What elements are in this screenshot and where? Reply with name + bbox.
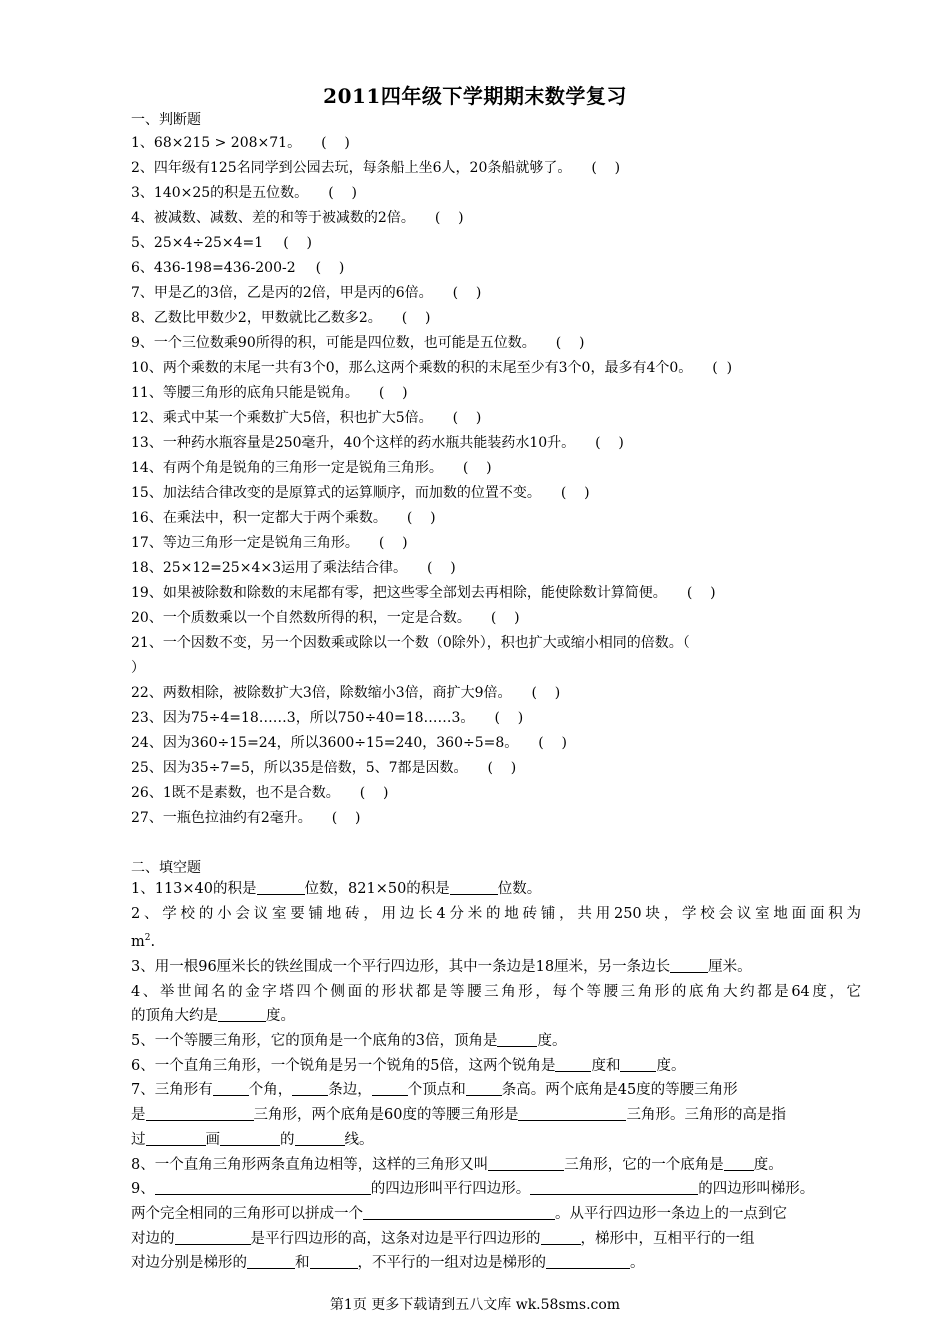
- judgement-question: [131, 309, 430, 327]
- judgement-question: [131, 609, 520, 627]
- fill-question-7: 7、三角形有 个角， 条边， 个顶点和 条高。两个底角是45度的等腰三角形: [131, 1082, 738, 1099]
- question-text: 26、1既不是素数，也不是合数。: [131, 785, 340, 801]
- answer-parentheses[interactable]: ( ): [321, 135, 350, 151]
- judgement-question: [131, 209, 464, 227]
- question-text: 2、四年级有125名同学到公园去玩，每条船上坐6人，20条船就够了。: [131, 160, 572, 176]
- judgement-question: [131, 334, 584, 352]
- question-text: 24、因为360÷15=24，所以3600÷15=240，360÷5=8。: [131, 735, 519, 751]
- question-text: 3、140×25的积是五位数。: [131, 185, 309, 201]
- answer-parentheses[interactable]: ( ): [378, 385, 408, 401]
- judgement-question: [131, 559, 456, 577]
- fill-question-1: 1、113×40的积是 位数，821×50的积是 位数。: [131, 881, 542, 897]
- judgement-question: [131, 284, 481, 302]
- question-text: 19、如果被除数和除数的末尾都有零，把这些零全部划去再相除，能使除数计算简便。: [131, 585, 667, 601]
- answer-blank[interactable]: [146, 1106, 254, 1121]
- answer-blank[interactable]: [541, 1230, 581, 1245]
- answer-blank[interactable]: [218, 1007, 266, 1022]
- answer-blank[interactable]: [555, 1057, 591, 1072]
- question-text: 11、等腰三角形的底角只能是锐角。: [131, 385, 359, 401]
- fill-question-5: 5、一个等腰三角形，它的顶角是一个底角的3倍，顶角是 度。: [131, 1033, 567, 1050]
- answer-parentheses[interactable]: ( ): [452, 410, 482, 426]
- fill-question-9-cont3: 对边分别是梯形的 和 ，不平行的一组对边是梯形的 。: [131, 1255, 645, 1272]
- question-text: 17、等边三角形一定是锐角三角形。: [131, 535, 359, 551]
- answer-blank[interactable]: [175, 1230, 251, 1245]
- answer-parentheses[interactable]: ( ): [487, 760, 517, 776]
- judgement-question: [131, 759, 516, 777]
- judgement-question: [131, 634, 690, 652]
- section-heading-judgement: 一、判断题: [131, 112, 201, 128]
- judgement-question: [131, 359, 732, 377]
- question-text: 20、一个质数乘以一个自然数所得的积，一定是合数。: [131, 610, 471, 626]
- answer-blank[interactable]: [295, 1131, 345, 1146]
- judgement-question: [131, 784, 388, 802]
- question-text: 6、436-198=436-200-2: [131, 260, 296, 276]
- question-text: 4、被减数、减数、差的和等于被减数的2倍。: [131, 210, 415, 226]
- fill-question-2: 2、学校的小会议室要铺地砖，用边长4分米的地砖铺，共用250块，学校会议室地面面积为: [131, 905, 861, 922]
- answer-blank[interactable]: [257, 880, 305, 895]
- answer-blank[interactable]: [247, 1254, 295, 1269]
- judgement-question: [131, 734, 567, 752]
- answer-blank[interactable]: [220, 1131, 280, 1146]
- question-text: 18、25×12=25×4×3运用了乘法结合律。: [131, 560, 407, 576]
- answer-parentheses[interactable]: ( ): [452, 285, 482, 301]
- answer-parentheses[interactable]: ( ): [378, 535, 408, 551]
- answer-blank[interactable]: [310, 1254, 358, 1269]
- question-text: 7、甲是乙的3倍，乙是丙的2倍，甲是丙的6倍。: [131, 285, 433, 301]
- answer-blank[interactable]: [620, 1057, 656, 1072]
- question-text: 21、一个因数不变，另一个因数乘或除以一个数（0除外），积也扩大或缩小相同的倍数。（: [131, 635, 690, 651]
- section-heading-fill-blank: 二、填空题: [131, 860, 201, 876]
- answer-parentheses[interactable]: ( ): [494, 710, 524, 726]
- answer-parentheses[interactable]: ( ): [490, 610, 520, 626]
- answer-blank[interactable]: [497, 1032, 537, 1047]
- question-text: 12、乘式中某一个乘数扩大5倍，积也扩大5倍。: [131, 410, 433, 426]
- judgement-question: [131, 709, 523, 727]
- question-text: 9、一个三位数乘90所得的积，可能是四位数，也可能是五位数。: [131, 335, 536, 351]
- question-text: 16、在乘法中，积一定都大于两个乘数。: [131, 510, 387, 526]
- judgement-question: [131, 234, 312, 252]
- judgement-question: [131, 459, 492, 477]
- answer-parentheses[interactable]: ( ): [427, 560, 456, 576]
- judgement-question: [131, 809, 360, 827]
- fill-question-3: 3、用一根96厘米长的铁丝围成一个平行四边形，其中一条边是18厘米，另一条边长 厘米。: [131, 958, 752, 975]
- answer-parentheses[interactable]: ( ): [401, 310, 431, 326]
- answer-parentheses[interactable]: ( ): [686, 585, 716, 601]
- question-text: 25、因为35÷7=5，所以35是倍数，5、7都是因数。: [131, 760, 468, 776]
- question-text: 22、两数相除，被除数扩大3倍，除数缩小3倍，商扩大9倍。: [131, 685, 512, 701]
- judgement-question: [131, 534, 408, 552]
- fill-question-9: 9、 的四边形叫平行四边形。 的四边形叫梯形。: [131, 1181, 815, 1198]
- answer-blank[interactable]: [724, 1156, 754, 1171]
- answer-blank[interactable]: [466, 1081, 502, 1096]
- question-text: 5、25×4÷25×4=1: [131, 235, 264, 251]
- answer-parentheses[interactable]: ( ): [462, 460, 492, 476]
- question-text: 10、两个乘数的末尾一共有3个0，那么这两个乘数的积的末尾至少有3个0，最多有4个0。: [131, 360, 693, 376]
- answer-parentheses[interactable]: ( ): [331, 810, 361, 826]
- question-text: 1、68×215 > 208×71。: [131, 135, 302, 151]
- answer-parentheses[interactable]: ( ): [560, 485, 590, 501]
- answer-parentheses[interactable]: ( ): [434, 210, 464, 226]
- judgement-question: [131, 434, 624, 452]
- answer-parentheses[interactable]: ( ): [283, 235, 312, 251]
- answer-blank[interactable]: [213, 1081, 249, 1096]
- fill-question-6: 6、一个直角三角形，一个锐角是另一个锐角的5倍，这两个锐角是 度和 度。: [131, 1057, 686, 1074]
- answer-parentheses[interactable]: ( ): [595, 435, 624, 451]
- answer-blank[interactable]: [530, 1180, 698, 1195]
- question-text: 13、一种药水瓶容量是250毫升，40个这样的药水瓶共能装药水10升。: [131, 435, 576, 451]
- judgement-question: [131, 184, 357, 202]
- question-text: ）: [131, 660, 145, 676]
- answer-blank[interactable]: [155, 1180, 371, 1195]
- fill-question-4: 4、举世闻名的金字塔四个侧面的形状都是等腰三角形，每个等腰三角形的底角大约都是64度，它: [131, 983, 861, 1000]
- fill-question-7-cont: 是 三角形，两个底角是60度的等腰三角形是 三角形。三角形的高是指: [131, 1107, 786, 1124]
- judgement-question: [131, 409, 481, 427]
- answer-parentheses[interactable]: ( ): [591, 160, 621, 176]
- answer-parentheses[interactable]: ( ): [555, 335, 585, 351]
- fill-question-7-cont2: 过 画 的 线。: [131, 1131, 374, 1148]
- page-footer: 第1页 更多下载请到五八文库 wk.58sms.com: [329, 1297, 621, 1313]
- judgement-question: [131, 259, 344, 277]
- answer-blank[interactable]: [518, 1106, 626, 1121]
- answer-blank[interactable]: [450, 880, 498, 895]
- judgement-question: [131, 509, 436, 527]
- answer-parentheses[interactable]: ( ): [712, 360, 733, 376]
- answer-parentheses[interactable]: ( ): [359, 785, 389, 801]
- answer-blank[interactable]: [292, 1081, 328, 1096]
- judgement-question: [131, 659, 145, 677]
- answer-parentheses[interactable]: ( ): [538, 735, 567, 751]
- question-text: 14、有两个角是锐角的三角形一定是锐角三角形。: [131, 460, 443, 476]
- question-text: 23、因为75÷4=18……3，所以750÷40=18……3。: [131, 710, 475, 726]
- fill-question-9-cont: 两个完全相同的三角形可以拼成一个 。从平行四边形一条边上的一点到它: [131, 1205, 787, 1222]
- judgement-question: [131, 484, 590, 502]
- judgement-question: [131, 384, 408, 402]
- answer-blank[interactable]: [146, 1131, 206, 1146]
- answer-parentheses[interactable]: ( ): [315, 260, 345, 276]
- fill-question-4-cont: 的顶角大约是 度。: [131, 1008, 295, 1025]
- fill-question-9-cont2: 对边的 是平行四边形的高，这条对边是平行四边形的 ，梯形中，互相平行的一组: [131, 1230, 755, 1247]
- page-title: 2011四年级下学期期末数学复习: [323, 84, 627, 108]
- judgement-question: [131, 134, 350, 152]
- answer-blank[interactable]: [372, 1081, 408, 1096]
- question-text: 15、加法结合律改变的是原算式的运算顺序，而加数的位置不变。: [131, 485, 541, 501]
- question-text: 27、一瓶色拉油约有2毫升。: [131, 810, 312, 826]
- fill-question-8: 8、一个直角三角形两条直角边相等，这样的三角形又叫 三角形，它的一个底角是 度。: [131, 1156, 783, 1173]
- fill-question-2-cont: $m^2$.: [131, 933, 156, 951]
- answer-blank[interactable]: [670, 958, 708, 973]
- answer-blank[interactable]: [363, 1205, 555, 1220]
- answer-parentheses[interactable]: ( ): [406, 510, 436, 526]
- answer-parentheses[interactable]: ( ): [328, 185, 357, 201]
- judgement-question: [131, 159, 620, 177]
- answer-blank[interactable]: [488, 1156, 564, 1171]
- answer-blank[interactable]: [546, 1254, 630, 1269]
- judgement-question: [131, 584, 716, 602]
- fill-blank-question-list: [131, 877, 861, 1276]
- question-text: 8、乙数比甲数少2，甲数就比乙数多2。: [131, 310, 382, 326]
- judgement-question: [131, 684, 560, 702]
- answer-parentheses[interactable]: ( ): [531, 685, 561, 701]
